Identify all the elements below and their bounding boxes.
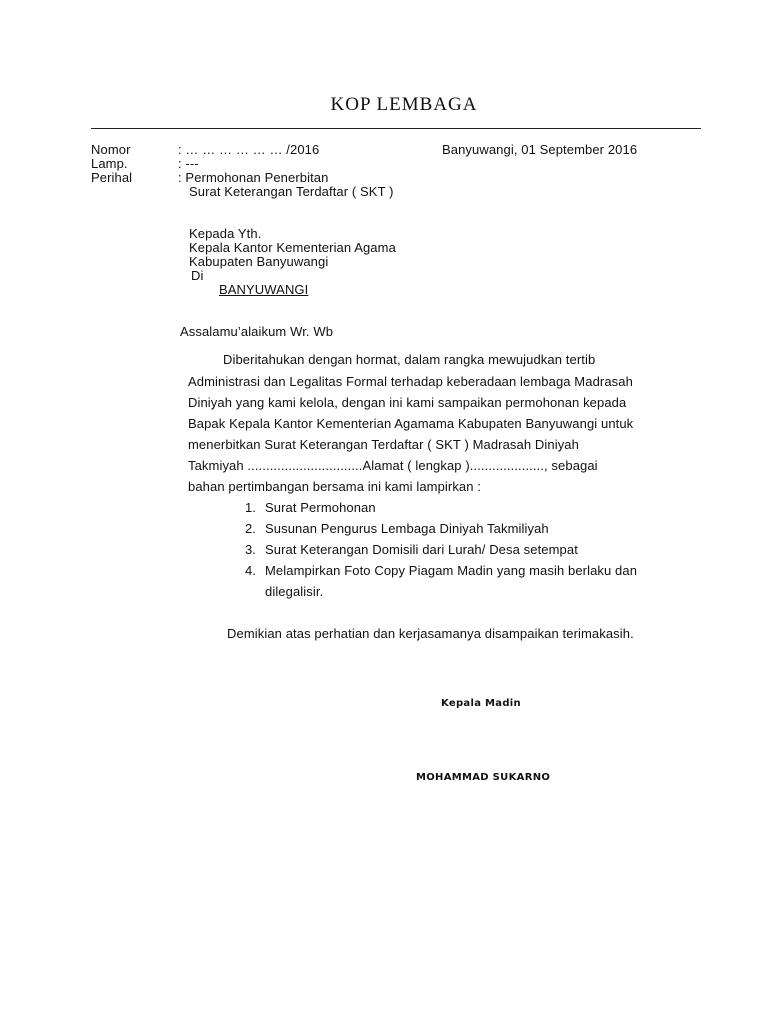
paragraph-line: Takmiyah ...............................Alamat ( lengkap )...................., sebagai — [188, 458, 598, 473]
recipient-line-4: Di — [191, 268, 204, 283]
attachment-item: Susunan Pengurus Lembaga Diniyah Takmiliyah — [265, 521, 549, 536]
closing-sentence: Demikian atas perhatian dan kerjasamanya disampaikan terimakasih. — [227, 626, 634, 641]
attachment-item-continued: dilegalisir. — [265, 584, 324, 599]
perihal-value-1: : Permohonan Penerbitan — [178, 170, 329, 185]
perihal-value-2: Surat Keterangan Terdaftar ( SKT ) — [189, 184, 394, 199]
recipient-line-3: Kabupaten Banyuwangi — [189, 254, 329, 269]
recipient-line-1: Kepada Yth. — [189, 226, 262, 241]
signature-position: Kepala Madin — [441, 698, 521, 709]
nomor-value: : … … … … … … /2016 — [178, 142, 320, 157]
attachment-number: 1. — [244, 500, 256, 515]
attachment-number: 4. — [244, 563, 256, 578]
attachment-item: Melampirkan Foto Copy Piagam Madin yang masih berlaku dan — [265, 563, 638, 578]
attachment-item: Surat Keterangan Domisili dari Lurah/ Desa setempat — [265, 542, 578, 557]
attachment-number: 3. — [244, 542, 256, 557]
recipient-line-2: Kepala Kantor Kementerian Agama — [189, 240, 396, 255]
paragraph-line: Diberitahukan dengan hormat, dalam rangka mewujudkan tertib — [223, 352, 596, 367]
attachment-item: Surat Permohonan — [265, 500, 376, 515]
paragraph-line: Bapak Kepala Kantor Kementerian Agamama Kabupaten Banyuwangi untuk — [188, 416, 634, 431]
paragraph-line: bahan pertimbangan bersama ini kami lampirkan : — [188, 479, 482, 494]
signature-name: MOHAMMAD SUKARNO — [416, 772, 551, 783]
attachment-number: 2. — [244, 521, 256, 536]
header-divider — [91, 128, 701, 129]
paragraph-line: Administrasi dan Legalitas Formal terhadap keberadaan lembaga Madrasah — [188, 374, 633, 389]
paragraph-line: Diniyah yang kami kelola, dengan ini kami sampaikan permohonan kepada — [188, 395, 627, 410]
nomor-label: Nomor — [91, 142, 131, 157]
lamp-label: Lamp. — [91, 156, 128, 171]
greeting: Assalamu’alaikum Wr. Wb — [180, 324, 334, 339]
place-date: Banyuwangi, 01 September 2016 — [442, 142, 638, 157]
perihal-label: Perihal — [91, 170, 133, 185]
lamp-value: : --- — [178, 156, 199, 171]
paragraph-line: menerbitkan Surat Keterangan Terdaftar ( SKT ) Madrasah Diniyah — [188, 437, 579, 452]
page-title: KOP LEMBAGA — [330, 94, 478, 115]
recipient-city: BANYUWANGI — [219, 282, 309, 297]
